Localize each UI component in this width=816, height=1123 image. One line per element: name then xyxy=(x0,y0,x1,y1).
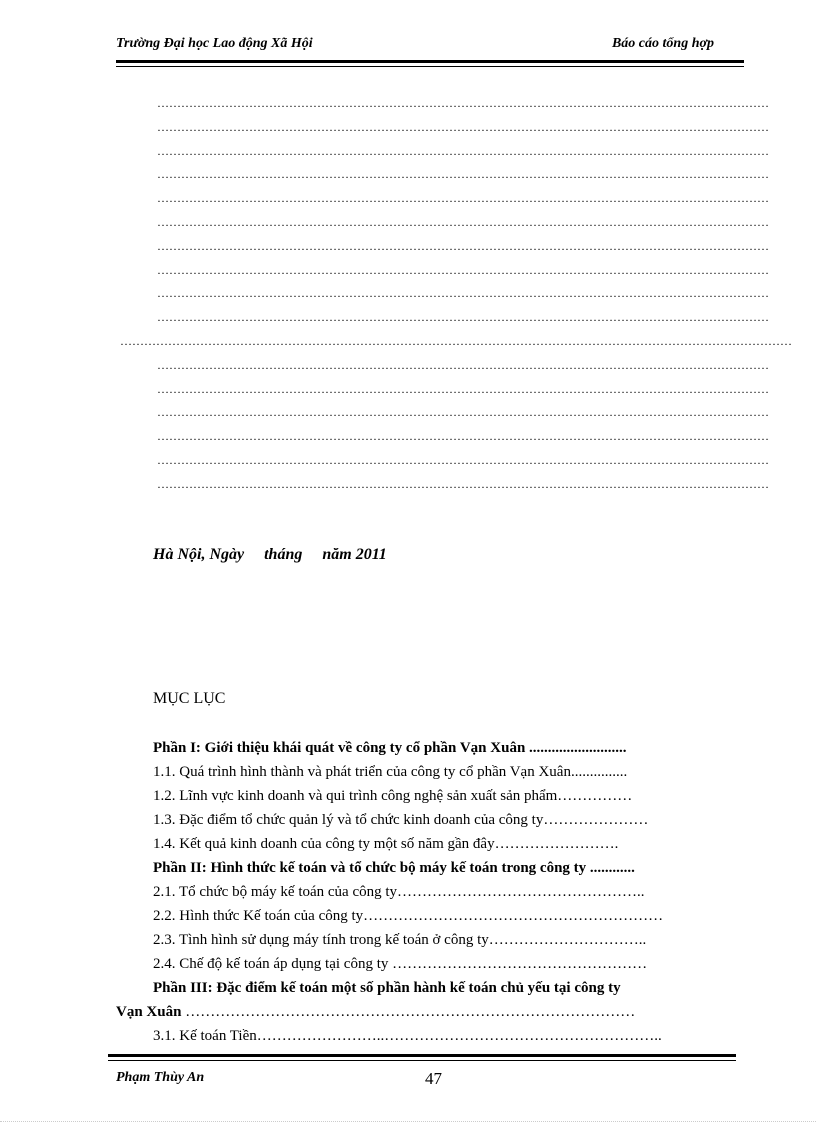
header-school: Trường Đại học Lao động Xã Hội xyxy=(116,36,313,51)
header-rule-thin xyxy=(116,66,744,67)
dotted-line: ……………………………………………………………………………………………………………………………………… xyxy=(157,381,769,396)
dotted-line: ……………………………………………………………………………………………………………………………………… xyxy=(157,191,769,206)
header-report-type: Báo cáo tổng hợp xyxy=(611,36,714,51)
dotted-line: ……………………………………………………………………………………………………………………………………… xyxy=(157,310,769,325)
dotted-line: …………………………………………………………………………………………………………………………………………………… xyxy=(120,334,792,348)
footer-rule-thin xyxy=(108,1060,736,1061)
dotted-line: ……………………………………………………………………………………………………………………………………… xyxy=(157,429,769,444)
toc-entry[interactable]: 2.3. Tình hình sử dụng máy tính trong kế toán ở công ty………………………….. xyxy=(153,932,647,948)
toc-entry[interactable]: 2.4. Chế độ kế toán áp dụng tại công ty …………………………………………… xyxy=(153,956,648,972)
toc-entry[interactable]: 1.4. Kết quả kinh doanh của công ty một số năm gần đây……………………. xyxy=(153,836,619,852)
toc-entry[interactable]: 3.1. Kế toán Tiền……………………..……………………………………………….. xyxy=(153,1028,662,1044)
toc-entry[interactable]: Phần I: Giới thiệu khái quát về công ty cổ phần Vạn Xuân .......................... xyxy=(153,740,627,756)
header-rule-thick xyxy=(116,60,744,63)
dotted-line: ……………………………………………………………………………………………………………………………………… xyxy=(157,96,769,110)
toc-entry[interactable]: Phần II: Hình thức kế toán và tổ chức bộ máy kế toán trong công ty ............ xyxy=(153,860,635,876)
dotted-line: ……………………………………………………………………………………………………………………………………… xyxy=(157,357,769,372)
dotted-line: ……………………………………………………………………………………………………………………………………… xyxy=(157,167,769,182)
dotted-line: ……………………………………………………………………………………………………………………………………… xyxy=(157,453,769,467)
dotted-line: ……………………………………………………………………………………………………………………………………… xyxy=(157,286,769,301)
dotted-line: ……………………………………………………………………………………………………………………………………… xyxy=(157,215,769,229)
toc-title: MỤC LỤC xyxy=(153,690,226,707)
dotted-line: ……………………………………………………………………………………………………………………………………… xyxy=(157,405,769,420)
page-header xyxy=(116,36,744,56)
toc-entry[interactable]: Phần III: Đặc điểm kế toán một số phần hành kế toán chủ yếu tại công ty xyxy=(153,980,621,996)
toc-entry[interactable]: 2.2. Hình thức Kế toán của công ty…………………………………………………… xyxy=(153,908,664,924)
page-edge xyxy=(0,1121,816,1122)
table-of-contents xyxy=(116,736,744,1048)
date-line: Hà Nội, Ngày tháng năm 2011 xyxy=(153,546,387,563)
toc-entry[interactable]: 1.1. Quá trình hình thành và phát triển của công ty cổ phần Vạn Xuân............... xyxy=(153,764,628,780)
toc-entry[interactable]: 2.1. Tổ chức bộ máy kế toán của công ty………………………………………….. xyxy=(153,884,645,900)
dotted-line: ……………………………………………………………………………………………………………………………………… xyxy=(157,143,769,158)
footer-rule-thick xyxy=(108,1054,736,1057)
toc-entry[interactable]: Vạn Xuân ……………………………………………………………………………… xyxy=(116,1004,636,1020)
dotted-line: ……………………………………………………………………………………………………………………………………… xyxy=(157,476,769,491)
dotted-line: ……………………………………………………………………………………………………………………………………… xyxy=(157,119,769,134)
toc-entry[interactable]: 1.3. Đặc điểm tổ chức quản lý và tổ chức kinh doanh của công ty………………… xyxy=(153,812,649,828)
footer-author: Phạm Thùy An xyxy=(116,1070,205,1085)
dotted-line: ……………………………………………………………………………………………………………………………………… xyxy=(157,238,769,253)
dotted-line: ……………………………………………………………………………………………………………………………………… xyxy=(157,262,769,277)
toc-entry[interactable]: 1.2. Lĩnh vực kinh doanh và qui trình công nghệ sản xuất sản phẩm…………… xyxy=(153,788,633,804)
page-number: 47 xyxy=(425,1069,442,1088)
